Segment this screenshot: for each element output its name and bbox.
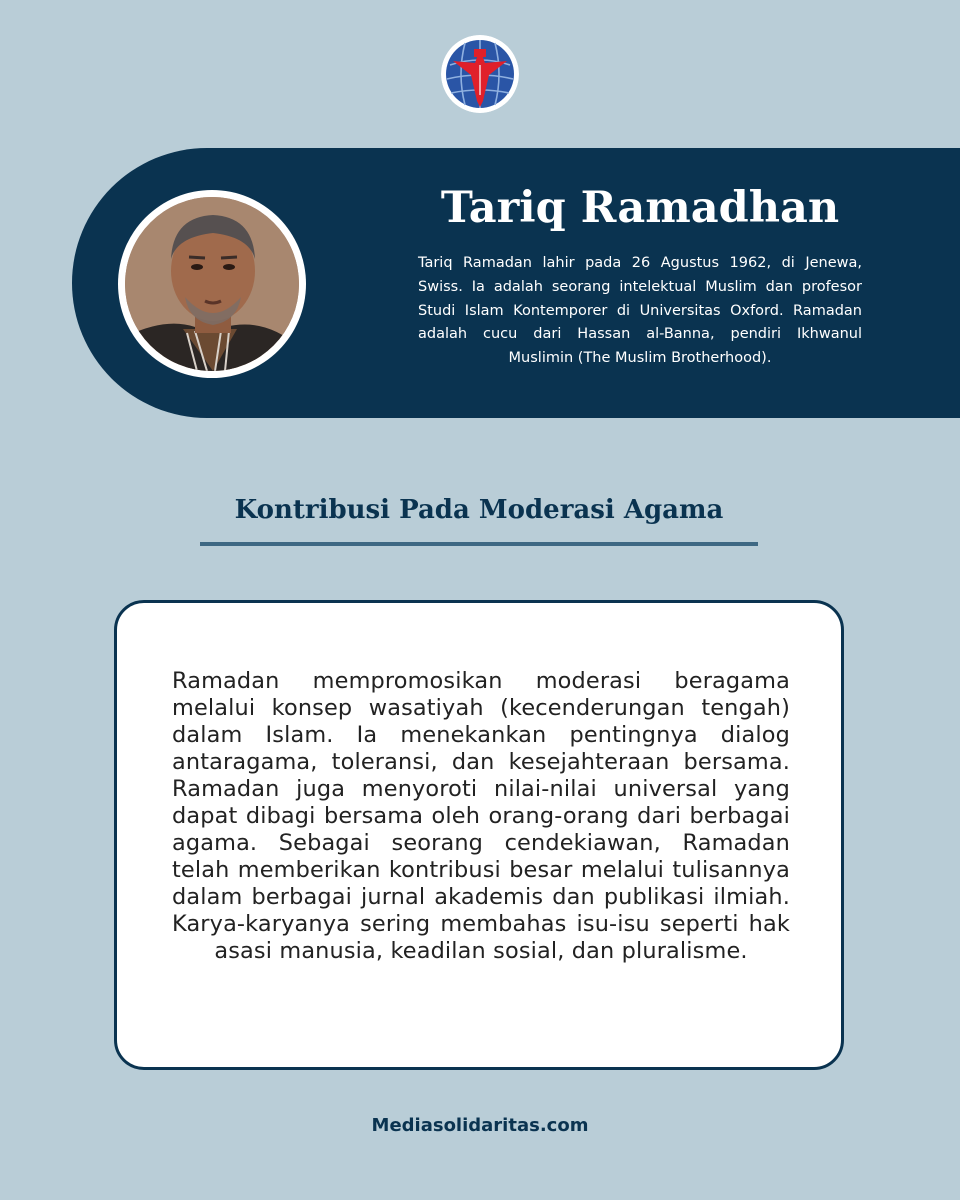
section-heading: Kontribusi Pada Moderasi Agama [234,495,724,525]
heading-underline [200,542,758,546]
media-solidaritas-logo-icon [441,35,519,113]
portrait-photo [125,197,299,371]
person-name: Tariq Ramadhan [440,183,840,233]
footer-website: Mediasolidaritas.com [371,1115,589,1136]
section-body: Ramadan mempromosikan moderasi beragama melalui konsep wasatiyah (kecenderungan tengah) dalam Islam. Ia menekankan pentingnya dialog antaragama, toleransi, dan kesejahteraan bersama. Ramadan juga menyoroti nilai-nilai universal yang dapat dibagi bersama oleh orang-orang dari berbagai agama. Sebagai seorang cendekiawan, Ramadan telah memberikan kontribusi besar melalui tulisannya dalam berbagai jurnal akademis dan publikasi ilmiah. Karya-karyanya sering membahas isu-isu seperti hak asasi manusia, keadilan sosial, dan pluralisme. [172,668,790,964]
person-bio: Tariq Ramadan lahir pada 26 Agustus 1962, di Jenewa, Swiss. Ia adalah seorang intelektual Muslim dan profesor Studi Islam Kontemporer di Universitas Oxford. Ramadan adalah cucu dari Hassan al-Banna, pendiri Ikhwanul Muslimin (The Muslim Brotherhood). [418,255,862,367]
